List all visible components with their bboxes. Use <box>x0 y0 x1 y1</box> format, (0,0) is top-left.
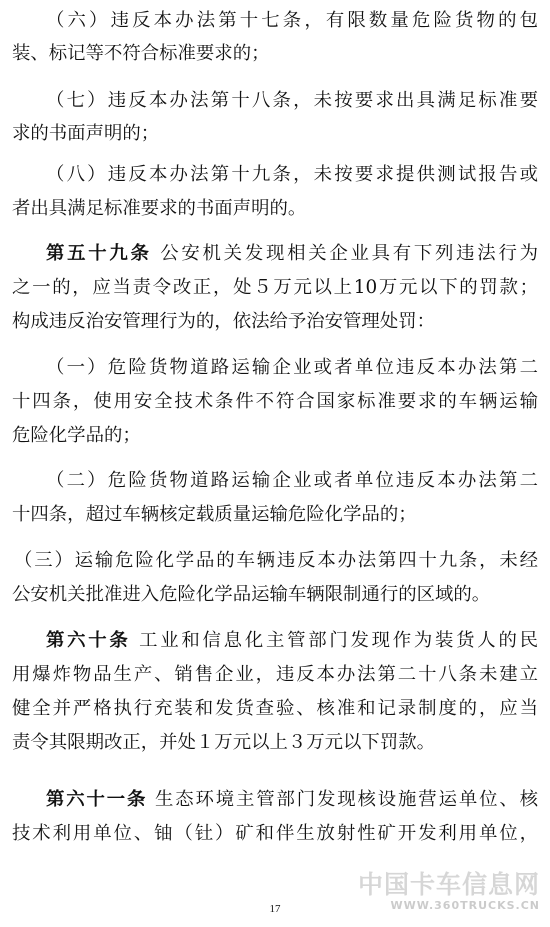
paragraph-line: （七）违反本办法第十八条，未按要求出具满足标准要 <box>46 90 538 111</box>
paragraph-line: 求的书面声明的； <box>12 123 160 144</box>
paragraph-line: 构成违反治安管理行为的，依法给予治安管理处罚： <box>12 311 435 332</box>
paragraph-text: 生态环境主管部门发现核设施营运单位、核 <box>155 789 538 810</box>
watermark-chinese: 中国卡车信息网 <box>357 870 540 899</box>
paragraph-line: （三）运输危险化学品的车辆违反本办法第四十九条，未经 <box>14 550 538 571</box>
article-61-first-line <box>46 787 538 813</box>
article-heading: 第五十九条 <box>46 243 152 264</box>
paragraph-text: 工业和信息化主管部门发现作为装货人的民 <box>139 630 538 651</box>
paragraph-line: （六）违反本办法第十七条，有限数量危险货物的包 <box>46 10 538 31</box>
page-number: 17 <box>269 903 281 915</box>
article-heading: 第六十一条 <box>46 789 148 810</box>
paragraph-text: 公安机关发现相关企业具有下列违法行为 <box>160 243 538 264</box>
paragraph-line: 技术利用单位、铀（钍）矿和伴生放射性矿开发利用单位， <box>12 823 538 844</box>
paragraph-line: 用爆炸物品生产、销售企业，违反本办法第二十八条未建立 <box>12 664 538 685</box>
site-watermark <box>358 872 540 911</box>
article-60-first-line <box>46 628 538 654</box>
paragraph-line: 十四条，超过车辆核定载质量运输危险化学品的； <box>12 504 417 525</box>
paragraph-line: 之一的，应当责令改正，处５万元以上10万元以下的罚款； <box>12 277 538 298</box>
paragraph-line: （二）危险货物道路运输企业或者单位违反本办法第二 <box>46 470 538 491</box>
paragraph-line: 装、标记等不符合标准要求的； <box>12 43 270 64</box>
paragraph-line: （一）危险货物道路运输企业或者单位违反本办法第二 <box>46 357 538 378</box>
paragraph-line: 者出具满足标准要求的书面声明的。 <box>12 198 307 219</box>
paragraph-line: 责令其限期改正，并处１万元以上３万元以下罚款。 <box>12 732 435 753</box>
watermark-url: WWW.360TRUCKS.CN <box>390 899 540 912</box>
paragraph-line: 危险化学品的； <box>12 425 141 446</box>
paragraph-line: （八）违反本办法第十九条，未按要求提供测试报告或 <box>46 164 538 185</box>
paragraph-line: 公安机关批准进入危险化学品运输车辆限制通行的区域的。 <box>12 584 491 605</box>
article-59-first-line <box>46 241 538 267</box>
paragraph-line: 健全并严格执行充装和发货查验、核准和记录制度的，应当 <box>12 698 538 719</box>
paragraph-line: 十四条，使用安全技术条件不符合国家标准要求的车辆运输 <box>12 391 538 412</box>
article-heading: 第六十条 <box>46 630 131 651</box>
